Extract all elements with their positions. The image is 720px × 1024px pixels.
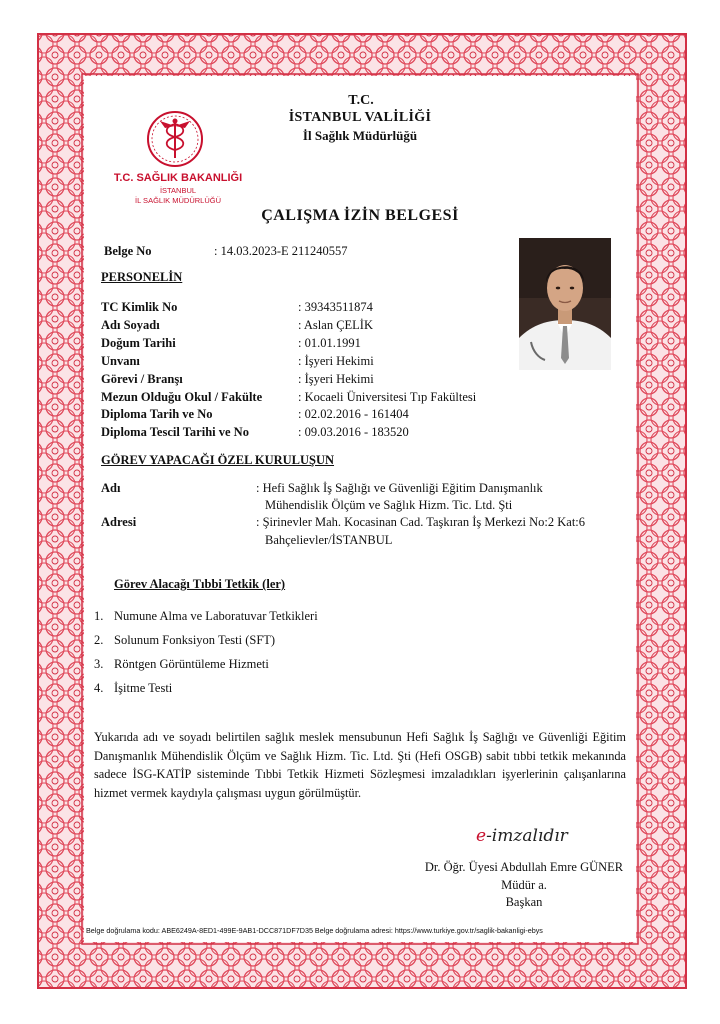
test-item (94, 609, 318, 624)
test-item-text: Numune Alma ve Laboratuvar Tetkikleri (114, 609, 318, 623)
e-signature-text: -imzalıdır (486, 826, 568, 846)
signatory-title: Başkan (505, 895, 543, 909)
test-item (94, 681, 172, 696)
header-tc: T.C. (348, 93, 374, 108)
field-label-birthdate: Doğum Tarihi (101, 336, 176, 350)
signatory-name: Dr. Öğr. Üyesi Abdullah Emre GÜNER (424, 860, 624, 874)
field-label-school: Mezun Olduğu Okul / Fakülte (101, 390, 263, 404)
ministry-directorate: İL SAĞLIK MÜDÜRLÜĞÜ (135, 196, 221, 205)
e-signature-mark (476, 826, 568, 846)
field-value-tc: : 39343511874 (298, 300, 373, 314)
test-item-number: 2. (94, 633, 104, 647)
personel-heading: PERSONELİN (101, 270, 183, 284)
header-valilik: İSTANBUL VALİLİĞİ (288, 110, 432, 125)
ministry-name: T.C. SAĞLIK BAKANLIĞI (113, 172, 243, 184)
institution-address-line2: Bahçelievler/İSTANBUL (265, 533, 393, 547)
caduceus-emblem-icon (140, 104, 210, 174)
field-value-diploma: : 02.02.2016 - 161404 (298, 407, 409, 421)
test-item (94, 657, 269, 672)
test-item-text: İşitme Testi (114, 681, 173, 695)
institution-address-label: Adresi (101, 515, 137, 529)
field-label-title: Unvanı (101, 354, 140, 368)
belge-no-label: Belge No (104, 244, 152, 258)
approval-paragraph: Yukarıda adı ve soyadı belirtilen sağlık meslek mensubunun Hefi Sağlık İş Sağlığı ve Güvenliği Eğitim Danışmanlık Mühendislik Ölçüm ve Sağlık Hizm. Tic. Ltd. Şti (Hefi OSGB) sabit tıbbi tetkik mekanında sadece İSG-KATİP sisteminde Tıbbi Tetkik Hizmeti Sözleşmesi imzaladıkları işyerlerinin çalışanlarına hizmet vermek kaydıyla çalışması uygun görülmüştür. (94, 730, 626, 800)
e-signature-prefix: e (476, 826, 487, 846)
institution-name-line1: : Hefi Sağlık İş Sağlığı ve Güvenliği Eğitim Danışmanlık (256, 481, 543, 495)
test-item-number: 1. (94, 609, 104, 623)
header-mudurluk: İl Sağlık Müdürlüğü (302, 128, 418, 143)
institution-name-line2: Mühendislik Ölçüm ve Sağlık Hizm. Tic. Ltd. Şti (265, 498, 513, 512)
institution-name-label: Adı (101, 481, 121, 495)
test-item-number: 4. (94, 681, 104, 695)
test-item-number: 3. (94, 657, 104, 671)
institution-heading: GÖREV YAPACAĞI ÖZEL KURULUŞUN (101, 453, 335, 467)
document-title: ÇALIŞMA İZİN BELGESİ (261, 207, 459, 224)
test-item (94, 633, 275, 648)
field-label-diploma: Diploma Tarih ve No (101, 407, 213, 421)
field-value-branch: : İşyeri Hekimi (298, 372, 374, 386)
field-value-birthdate: : 01.01.1991 (298, 336, 361, 350)
institution-address-line1: : Şirinevler Mah. Kocasinan Cad. Taşkıran İş Merkezi No:2 Kat:6 (256, 515, 586, 529)
test-item-text: Röntgen Görüntüleme Hizmeti (114, 657, 269, 671)
field-value-school: : Kocaeli Üniversitesi Tıp Fakültesi (298, 390, 477, 404)
signatory-role: Müdür a. (501, 878, 547, 892)
field-label-registration: Diploma Tescil Tarihi ve No (101, 425, 249, 439)
tests-heading: Görev Alacağı Tıbbi Tetkik (ler) (114, 577, 286, 591)
field-value-registration: : 09.03.2016 - 183520 (298, 425, 409, 439)
personnel-photo (519, 238, 611, 370)
test-item-text: Solunum Fonksiyon Testi (SFT) (114, 633, 276, 647)
verification-footer: Belge doğrulama kodu: ABE6249A-8ED1-499E-9AB1-DCC871DF7D35 Belge doğrulama adresi: https://www.turkiye.gov.tr/saglik-bakanligi-ebys (86, 926, 543, 935)
field-label-branch: Görevi / Branşı (101, 372, 183, 386)
field-label-name: Adı Soyadı (101, 318, 160, 332)
ministry-logo (140, 104, 210, 174)
field-value-title: : İşyeri Hekimi (298, 354, 374, 368)
ministry-city: İSTANBUL (159, 186, 197, 195)
field-value-name: : Aslan ÇELİK (298, 318, 373, 332)
belge-no-value: : 14.03.2023-E 211240557 (214, 244, 348, 258)
field-label-tc: TC Kimlik No (101, 300, 178, 314)
